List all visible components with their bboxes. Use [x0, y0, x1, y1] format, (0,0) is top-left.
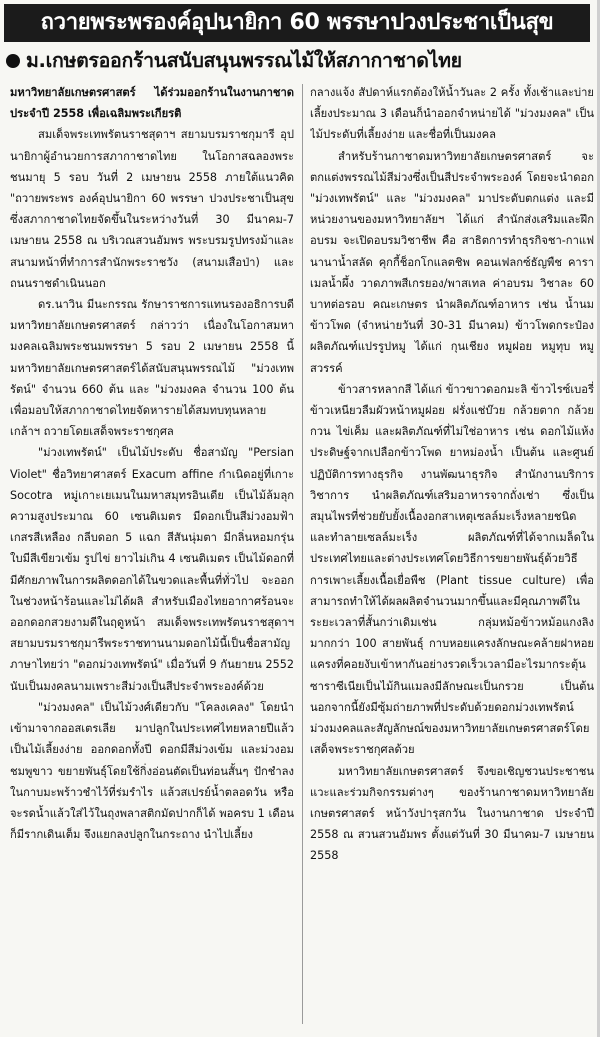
article-paragraph: สำหรับร้านกาชาดมหาวิทยาลัยเกษตรศาสตร์ จะตกแต่งพรรณไม้สีม่วงซึ่งเป็นสีประจำพระองค์ โดยจะนำดอก "ม่วงเทพรัตน์" และ "ม่วงมงคล" มาประดับตกแต่ง และมีหน่วยงานของมหาวิทยาลัยฯ ได้แก่ สำนักส่งเสริมและฝึกอบรม จะเปิดอบรมวิชาชีพ คือ สาธิตการทำธุรกิจชา-กาแฟ นานาน้ำสลัด คุกกี้ช็อกโกแลตชิพ คอนเฟลกซ์ธัญพืช คาราเมลน้ำผึ้ง วาดภาพสีเกรยอง/พาสเทล ค่าอบรม วิชาละ 60 บาทต่อรอบ คณะเกษตร นำผลิตภัณฑ์อาหาร เช่น น้ำนมข้าวโพด (จำหน่ายวันที่ 30-31 มีนาคม) ข้าวโพดกระป๋อง ผลิตภัณฑ์แปรรูปหมู ได้แก่ กุนเชียง หมูฝอย หมูทุบ หมูสวรรค์: [310, 149, 594, 375]
article-paragraph: มหาวิทยาลัยเกษตรศาสตร์ จึงขอเชิญชวนประชาชนแวะและร่วมกิจกรรมต่างๆ ของร้านกาชาดมหาวิทยาลัยเกษตรศาสตร์ หน้าวังปารุสกวัน ในงานกาชาด ประจำปี 2558 ณ สวนสวนอัมพร ตั้งแต่วันที่ 30 มีนาคม-7 เมษายน 2558: [310, 764, 594, 863]
article-paragraph: ข้าวสารหลากสี ได้แก่ ข้าวขาวดอกมะลิ ข้าวไรซ์เบอรี่ ข้าวเหนียวลืมผัวหน้าหมูฝอย ฝรั่งแช่บ๊วย กล้วยตาก กล้วยกวน ไข่เค็ม และผลิตภัณฑ์ที่ไม่ใช่อาหาร เช่น ดอกไม้แห้งประดิษฐ์จากเปลือกข้าวโพด ยาหม่องน้ำ เป็นต้น และศูนย์ปฏิบัติการทางธุรกิจ งานพัฒนาธุรกิจ สำนักงานบริการวิชาการ นำผลิตภัณฑ์เสริมอาหารจากถั่งเช่า ซึ่งเป็นสมุนไพรที่ช่วยยับยั้งเนื้องอกสาเหตุเซลล์มะเร็งหลายชนิด และทำลายเซลล์มะเร็ง ผลิตภัณฑ์ที่ได้จากเมล็ดในประเทศไทยและต่างประเทศโดยวิธีการขยายพันธุ์ด้วยวิธีการเพาะเลี้ยงเนื้อเยื่อพืช (Plant tissue culture) เพื่อสามารถทำให้ได้ผลผลิตจำนวนมากขึ้นและมีคุณภาพดีในระยะเวลาที่สั้นกว่าเดิมเช่น กลุ่มหม้อข้าวหม้อแกงลิง มากกว่า 100 สายพันธุ์ กาบหอยแครงลักษณะคล้ายฝาหอยแครงที่คอยงับเข้าหากันอย่างรวดเร็วเวลามีอะไรมากระตุ้น ซาราซีเนียเป็นไม้กินแมลงมีลักษณะเป็นกรวย เป็นต้น นอกจากนี้ยังมีซุ้มถ่ายภาพที่ประดับด้วยดอกม่วงเทพรัตน์ ม่วงมงคลและสัญลักษณ์ของมหาวิทยาลัยเกษตรศาสตร์โดยเสด็จพระราชกุศลด้วย: [310, 382, 594, 757]
lead-paragraph: มหาวิทยาลัยเกษตรศาสตร์ ได้ร่วมออกร้านในงานกาชาดประจำปี 2558 เพื่อเฉลิมพระเกียรติ: [10, 86, 294, 121]
subheadline: [6, 46, 592, 76]
headline-banner: [4, 4, 590, 42]
bullet-icon: [6, 54, 20, 68]
article-paragraph: ดร.นาวิน มีนะกรรณ รักษาราชการแทนรองอธิการบดีมหาวิทยาลัยเกษตรศาสตร์ กล่าวว่า เนื่องในโอกาสมหามงคลเฉลิมพระชนมพรรษา 5 รอบ 2 เมษายน 2558 นี้ มหาวิทยาลัยเกษตรศาสตร์ได้สนับสนุนพรรณไม้ "ม่วงเทพรัตน์" จำนวน 660 ต้น และ "ม่วงมงคล จำนวน 100 ต้น เพื่อมอบให้สภากาชาดไทยจัดหารายได้สมทบทุนหลายเกล้าฯ ถวายโดยเสด็จพระราชกุศล: [10, 298, 294, 439]
column-divider: [302, 84, 303, 1024]
right-column: [310, 82, 594, 1030]
headline: ถวายพระพรองค์อุปนายิกา 60 พรรษาปวงประชาเป็นสุข: [40, 10, 554, 35]
article-paragraph: "ม่วงเทพรัตน์" เป็นไม้ประดับ ชื่อสามัญ "Persian Violet" ชื่อวิทยาศาสตร์ Exacum affine กำเนิดอยู่ที่เกาะ Socotra หมู่เกาะเยเมนในมหาสมุทรอินเดีย เป็นไม้ล้มลุกความสูงประมาณ 60 เซนติเมตร มีดอกเป็นสีม่วงอมฟ้า เกสรสีเหลือง กลีบดอก 5 แฉก สีสันนุ่มตา มีกลิ่นหอมกรุ่น ใบมีสีเขียวเข้ม รูปไข่ ยาวไม่เกิน 4 เซนติเมตร เป็นไม้ดอกที่มีศักยภาพในการผลิตดอกได้ในขวดและพื้นที่ทั่วไป จะออกในช่วงหน้าร้อนและไม่ได้ผลิ สำหรับเมืองไทยอากาศร้อนจะออกดอกสวยงามดีในฤดูหน้า สมเด็จพระเทพรัตนราชสุดาฯ สยามบรมราชกุมารีพระราชทานนามดอกไม้นี้เป็นชื่อสามัญภาษาไทยว่า "ดอกม่วงเทพรัตน์" เมื่อวันที่ 9 กันยายน 2552 นับเป็นมงคลนามเพราะสีม่วงเป็นสีประจำพระองค์ด้วย: [10, 446, 294, 693]
article-paragraph: สมเด็จพระเทพรัตนราชสุดาฯ สยามบรมราชกุมารี อุปนายิกาผู้อำนวยการสภากาชาดไทย ในโอกาสฉลองพระชนมายุ 5 รอบ วันที่ 2 เมษายน 2558 ภายใต้แนวคิด "ถวายพระพร องค์อุปนายิกา 60 พรรษา ปวงประชาเป็นสุข ซึ่งสภากาชาดไทยจัดขึ้นในระหว่างวันที่ 30 มีนาคม-7 เมษายน 2558 ณ บริเวณสวนอัมพร พระบรมรูปทรงม้าและสนามหน้าที่ทำการสำนักพระราชวัง (สนามเสือป่า) และถนนราชดำเนินนอก: [10, 128, 294, 290]
article-paragraph: กลางแจ้ง สัปดาห์แรกต้องให้น้ำวันละ 2 ครั้ง ทั้งเช้าและบ่าย เลี้ยงประมาณ 3 เดือนก็นำออกจำหน่ายได้ "ม่วงมงคล" เป็นไม้ประดับที่เลี้ยงง่าย และชื่อที่เป็นมงคล: [310, 86, 594, 142]
article-paragraph: "ม่วงมงคล" เป็นไม้วงศ์เดียวกับ "โคลงเคลง" โดยนำเข้ามาจากออสเตรเลีย มาปลูกในประเทศไทยหลายปีแล้ว เป็นไม้เลี้ยงง่าย ออกดอกทั้งปี ดอกมีสีม่วงเข้ม และม่วงอมชมพูขาว ขยายพันธุ์โดยใช้กิ่งอ่อนตัดเป็นท่อนสั้นๆ ปักชำลงในกาบมะพร้าวชำไว้ที่ร่มรำไร แล้วสเปรย์น้ำตลอดวัน หรือจะรดน้ำแล้วใส่ไว้ในถุงพลาสติกมัดปากก็ได้ พอครบ 1 เดือนก็มีรากเดินเต็ม จึงแยกลงปลูกในกระถาง นำไปเลี้ยง: [10, 700, 294, 842]
subheadline-text: ม.เกษตรออกร้านสนับสนุนพรรณไม้ให้สภากาชาดไทย: [26, 49, 462, 72]
left-column: [10, 82, 294, 1030]
